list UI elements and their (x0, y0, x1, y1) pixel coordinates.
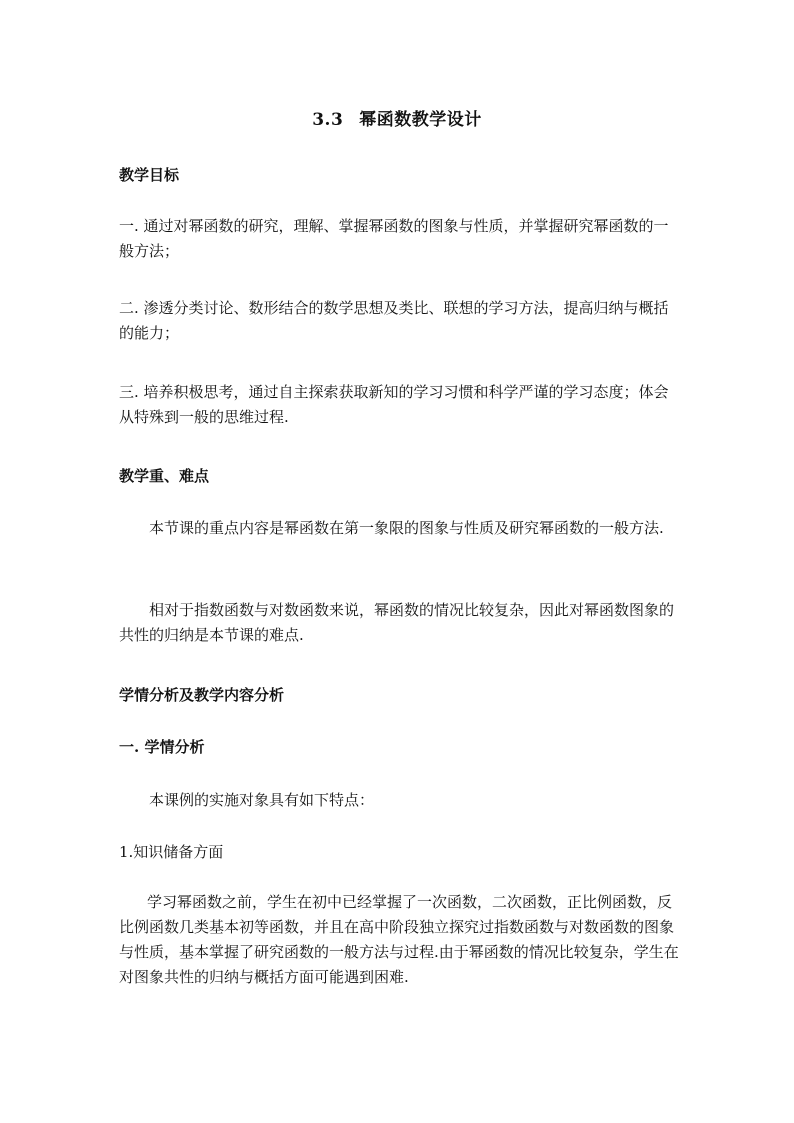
goal-item-1: 一. 通过对幂函数的研究，理解、掌握幂函数的图象与性质，并掌握研究幂函数的一般方法； (119, 217, 669, 260)
key-paragraph-2: 相对于指数函数与对数函数来说，幂函数的情况比较复杂，因此对幂函数图象的共性的归纳是本节课的难点. (119, 601, 675, 644)
goal-item-3: 三. 培养积极思考，通过自主探索获取新知的学习习惯和科学严谨的学习态度；体会从特殊到一般的思维过程. (119, 383, 669, 426)
title-number: 3.3 (312, 110, 344, 130)
section-heading-goals: 教学目标 (119, 166, 180, 184)
title-text: 幂函数教学设计 (359, 110, 482, 130)
section-heading-key-points: 教学重、难点 (119, 467, 210, 485)
analysis-intro: 本课例的实施对象具有如下特点： (149, 791, 375, 809)
key-paragraph-1: 本节课的重点内容是幂函数在第一象限的图象与性质及研究幂函数的一般方法. (149, 519, 664, 537)
knowledge-paragraph: 学习幂函数之前，学生在初中已经掌握了一次函数，二次函数，正比例函数，反比例函数几类基本初等函数，并且在高中阶段独立探究过指数函数与对数函数的图象与性质，基本掌握了研究函数的一般方法与过程.由于幂函数的情况比较复杂，学生在对图象共性的归纳与概括方面可能遇到困难. (119, 893, 679, 986)
goal-item-2: 二. 渗透分类讨论、数形结合的数学思想及类比、联想的学习方法，提高归纳与概括的能力； (119, 299, 669, 342)
page-title (0, 105, 794, 130)
point-heading-knowledge: 1.知识储备方面 (119, 843, 224, 861)
section-heading-analysis: 学情分析及教学内容分析 (119, 686, 285, 704)
subheading-student-analysis: 一. 学情分析 (119, 738, 205, 756)
